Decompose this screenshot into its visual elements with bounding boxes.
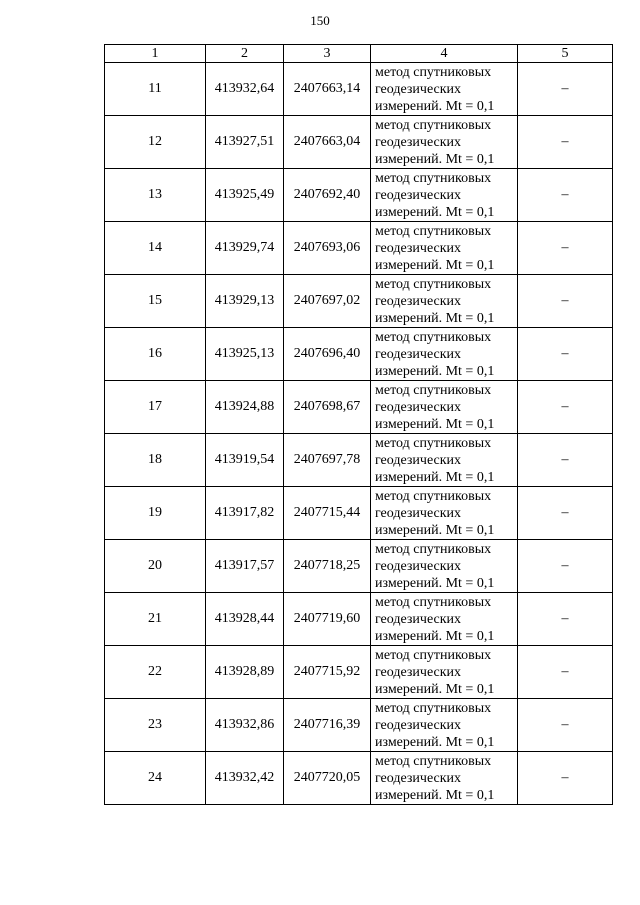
point-number-cell: 17 xyxy=(105,381,206,434)
method-line: измерений. Mt = 0,1 xyxy=(375,151,495,167)
method-cell xyxy=(371,328,518,381)
method-cell xyxy=(371,646,518,699)
method-line: метод спутниковых xyxy=(375,223,492,239)
header-row xyxy=(105,45,613,63)
y-coordinate-cell: 2407715,92 xyxy=(284,646,371,699)
page-number: 150 xyxy=(310,13,330,28)
method-cell xyxy=(371,752,518,805)
method-cell xyxy=(371,487,518,540)
x-coordinate-cell: 413917,82 xyxy=(206,487,284,540)
method-cell xyxy=(371,540,518,593)
y-coordinate-cell: 2407697,78 xyxy=(284,434,371,487)
point-number-cell: 24 xyxy=(105,752,206,805)
dash-cell: – xyxy=(518,328,613,381)
point-number-cell: 20 xyxy=(105,540,206,593)
method-line: измерений. Mt = 0,1 xyxy=(375,310,495,326)
column-header-3: 3 xyxy=(284,45,371,63)
method-line: метод спутниковых xyxy=(375,170,492,186)
method-cell xyxy=(371,381,518,434)
column-header-2: 2 xyxy=(206,45,284,63)
y-coordinate-cell: 2407696,40 xyxy=(284,328,371,381)
method-cell xyxy=(371,699,518,752)
x-coordinate-cell: 413927,51 xyxy=(206,116,284,169)
method-line: измерений. Mt = 0,1 xyxy=(375,98,495,114)
y-coordinate-cell: 2407693,06 xyxy=(284,222,371,275)
y-coordinate-cell: 2407692,40 xyxy=(284,169,371,222)
method-line: метод спутниковых xyxy=(375,541,492,557)
x-coordinate-cell: 413928,89 xyxy=(206,646,284,699)
method-line: геодезических xyxy=(375,240,462,256)
method-line: метод спутниковых xyxy=(375,64,492,80)
point-number-cell: 23 xyxy=(105,699,206,752)
method-line: метод спутниковых xyxy=(375,329,492,345)
method-line: геодезических xyxy=(375,81,462,97)
y-coordinate-cell: 2407663,04 xyxy=(284,116,371,169)
method-cell xyxy=(371,63,518,116)
table-row xyxy=(105,328,613,381)
x-coordinate-cell: 413932,64 xyxy=(206,63,284,116)
point-number-cell: 22 xyxy=(105,646,206,699)
method-line: измерений. Mt = 0,1 xyxy=(375,575,495,591)
method-line: измерений. Mt = 0,1 xyxy=(375,681,495,697)
x-coordinate-cell: 413929,13 xyxy=(206,275,284,328)
method-line: геодезических xyxy=(375,134,462,150)
table-row xyxy=(105,63,613,116)
x-coordinate-cell: 413932,42 xyxy=(206,752,284,805)
y-coordinate-cell: 2407715,44 xyxy=(284,487,371,540)
dash-cell: – xyxy=(518,434,613,487)
dash-cell: – xyxy=(518,381,613,434)
method-line: геодезических xyxy=(375,770,462,786)
table-row xyxy=(105,169,613,222)
x-coordinate-cell: 413924,88 xyxy=(206,381,284,434)
column-header-4: 4 xyxy=(371,45,518,63)
method-cell xyxy=(371,434,518,487)
method-line: метод спутниковых xyxy=(375,117,492,133)
table-row xyxy=(105,646,613,699)
dash-cell: – xyxy=(518,540,613,593)
method-line: измерений. Mt = 0,1 xyxy=(375,734,495,750)
dash-cell: – xyxy=(518,63,613,116)
dash-cell: – xyxy=(518,275,613,328)
coordinates-table xyxy=(104,44,613,805)
method-line: метод спутниковых xyxy=(375,276,492,292)
point-number-cell: 12 xyxy=(105,116,206,169)
x-coordinate-cell: 413925,49 xyxy=(206,169,284,222)
point-number-cell: 11 xyxy=(105,63,206,116)
method-line: измерений. Mt = 0,1 xyxy=(375,204,495,220)
method-line: измерений. Mt = 0,1 xyxy=(375,469,495,485)
method-line: метод спутниковых xyxy=(375,700,492,716)
method-cell xyxy=(371,593,518,646)
x-coordinate-cell: 413929,74 xyxy=(206,222,284,275)
y-coordinate-cell: 2407698,67 xyxy=(284,381,371,434)
y-coordinate-cell: 2407697,02 xyxy=(284,275,371,328)
x-coordinate-cell: 413932,86 xyxy=(206,699,284,752)
method-line: геодезических xyxy=(375,452,462,468)
dash-cell: – xyxy=(518,593,613,646)
table-row xyxy=(105,487,613,540)
point-number-cell: 13 xyxy=(105,169,206,222)
method-cell xyxy=(371,116,518,169)
method-line: метод спутниковых xyxy=(375,488,492,504)
method-line: измерений. Mt = 0,1 xyxy=(375,628,495,644)
method-cell xyxy=(371,222,518,275)
method-line: метод спутниковых xyxy=(375,382,492,398)
method-line: метод спутниковых xyxy=(375,435,492,451)
method-line: геодезических xyxy=(375,505,462,521)
y-coordinate-cell: 2407720,05 xyxy=(284,752,371,805)
method-line: измерений. Mt = 0,1 xyxy=(375,787,495,803)
point-number-cell: 21 xyxy=(105,593,206,646)
method-line: метод спутниковых xyxy=(375,647,492,663)
dash-cell: – xyxy=(518,169,613,222)
method-line: измерений. Mt = 0,1 xyxy=(375,522,495,538)
table-row xyxy=(105,699,613,752)
method-line: метод спутниковых xyxy=(375,594,492,610)
method-line: измерений. Mt = 0,1 xyxy=(375,416,495,432)
column-header-5: 5 xyxy=(518,45,613,63)
x-coordinate-cell: 413917,57 xyxy=(206,540,284,593)
method-line: измерений. Mt = 0,1 xyxy=(375,257,495,273)
table-row xyxy=(105,381,613,434)
method-line: геодезических xyxy=(375,611,462,627)
y-coordinate-cell: 2407719,60 xyxy=(284,593,371,646)
dash-cell: – xyxy=(518,752,613,805)
table-row xyxy=(105,540,613,593)
method-line: геодезических xyxy=(375,558,462,574)
point-number-cell: 16 xyxy=(105,328,206,381)
point-number-cell: 14 xyxy=(105,222,206,275)
x-coordinate-cell: 413928,44 xyxy=(206,593,284,646)
table-row xyxy=(105,593,613,646)
table-row xyxy=(105,222,613,275)
x-coordinate-cell: 413919,54 xyxy=(206,434,284,487)
method-line: геодезических xyxy=(375,664,462,680)
column-header-1: 1 xyxy=(105,45,206,63)
table-row xyxy=(105,275,613,328)
dash-cell: – xyxy=(518,646,613,699)
y-coordinate-cell: 2407663,14 xyxy=(284,63,371,116)
method-line: геодезических xyxy=(375,399,462,415)
dash-cell: – xyxy=(518,116,613,169)
method-line: геодезических xyxy=(375,293,462,309)
method-line: геодезических xyxy=(375,346,462,362)
method-line: геодезических xyxy=(375,717,462,733)
method-line: метод спутниковых xyxy=(375,753,492,769)
y-coordinate-cell: 2407716,39 xyxy=(284,699,371,752)
table-body xyxy=(105,63,613,805)
method-line: геодезических xyxy=(375,187,462,203)
table-row xyxy=(105,752,613,805)
dash-cell: – xyxy=(518,222,613,275)
method-line: измерений. Mt = 0,1 xyxy=(375,363,495,379)
point-number-cell: 19 xyxy=(105,487,206,540)
dash-cell: – xyxy=(518,699,613,752)
method-cell xyxy=(371,275,518,328)
y-coordinate-cell: 2407718,25 xyxy=(284,540,371,593)
table-row xyxy=(105,434,613,487)
dash-cell: – xyxy=(518,487,613,540)
table-row xyxy=(105,116,613,169)
x-coordinate-cell: 413925,13 xyxy=(206,328,284,381)
point-number-cell: 18 xyxy=(105,434,206,487)
point-number-cell: 15 xyxy=(105,275,206,328)
method-cell xyxy=(371,169,518,222)
